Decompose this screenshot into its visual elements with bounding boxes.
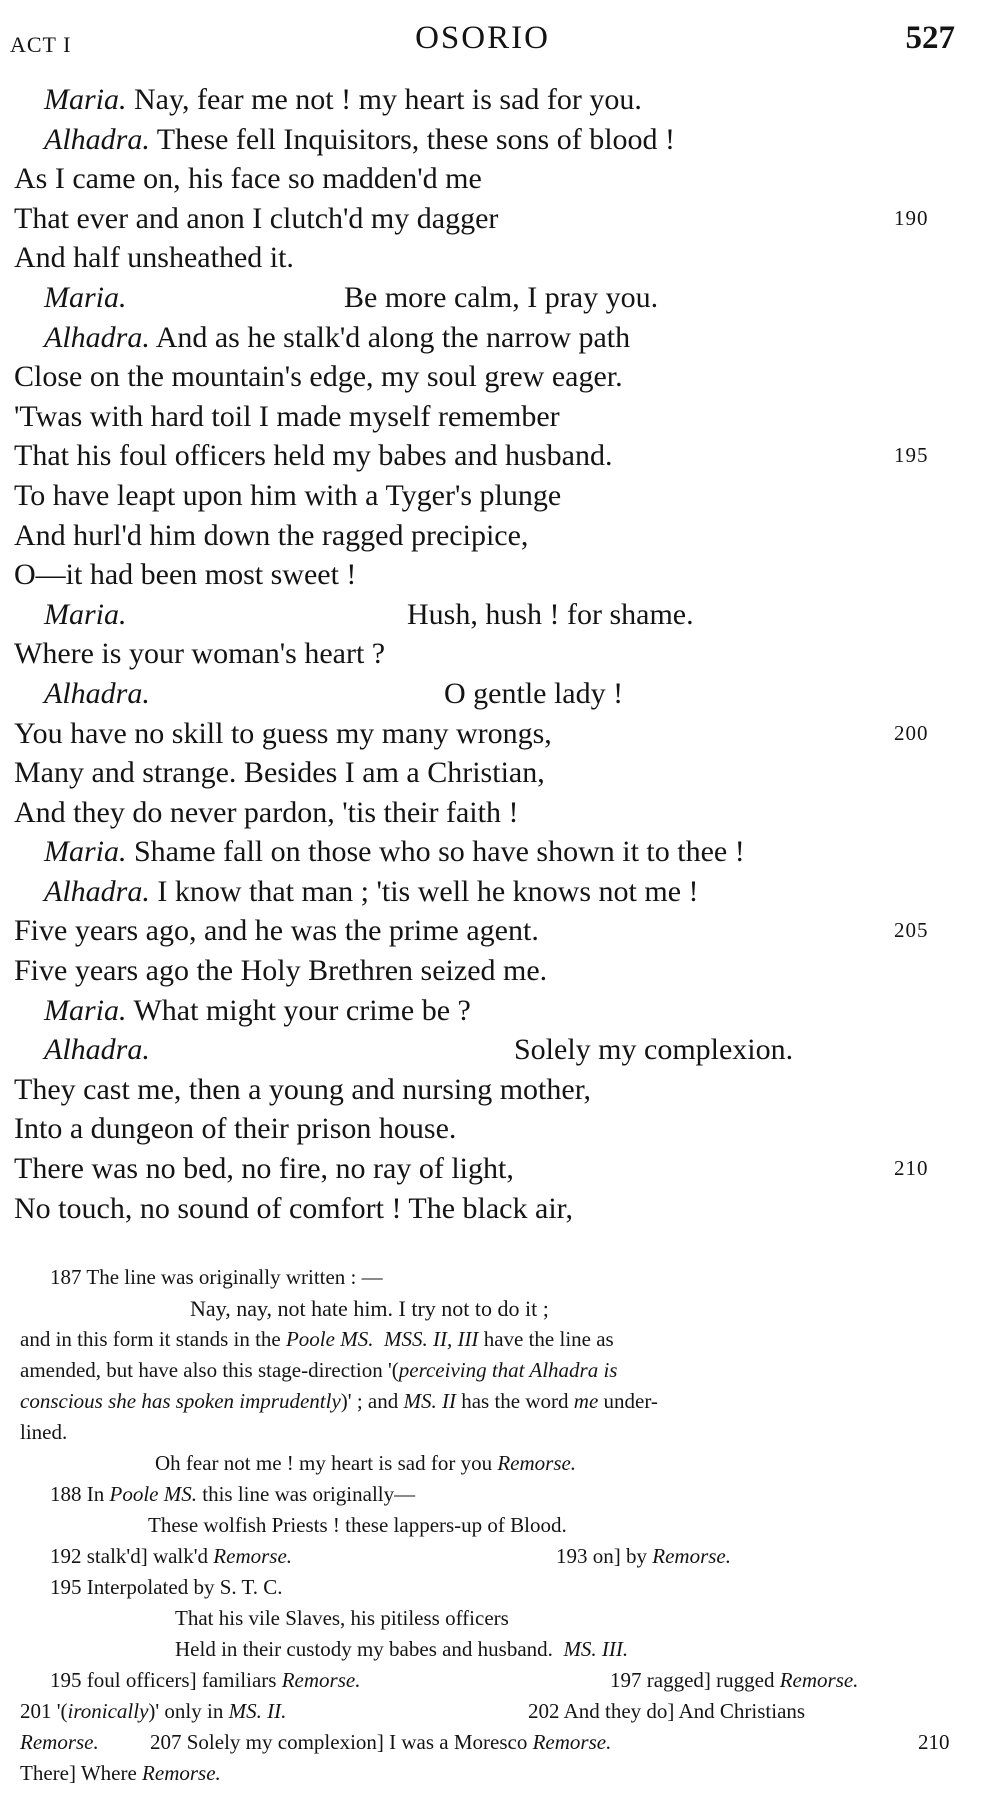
verse-line	[14, 1189, 964, 1229]
verse-text: Five years ago the Holy Brethren seized me.	[14, 954, 548, 988]
footnote-202-207: Remorse. 207 Solely my complexion] I was a Moresco Remorse. 210	[20, 1730, 950, 1754]
speech-line	[14, 872, 964, 912]
footnotes	[20, 1262, 960, 1789]
verse-text: And they do never pardon, 'tis their faith !	[14, 795, 519, 829]
verse-text: What might your crime be ?	[126, 993, 471, 1027]
footnote-text: conscious she has spoken imprudently)' ; and MS. II has the word me under-	[20, 1389, 658, 1413]
verse-line	[14, 397, 964, 437]
verse-text: To have leapt upon him with a Tyger's plunge	[14, 478, 562, 512]
verse-text: These fell Inquisitors, these sons of blood !	[149, 122, 676, 156]
verse-text: Where is your woman's heart ?	[14, 637, 386, 671]
verse-text: There was no bed, no fire, no ray of light,	[14, 1152, 514, 1186]
verse-text: Many and strange. Besides I am a Christian,	[14, 756, 545, 790]
footnote-text: lined.	[20, 1420, 68, 1444]
verse-line	[14, 951, 964, 991]
footnote-quote: These wolfish Priests ! these lappers-up of Blood.	[148, 1513, 567, 1537]
verse-text: Five years ago, and he was the prime agent.	[14, 914, 539, 948]
verse-line	[14, 714, 964, 754]
line-number: 210	[894, 1156, 929, 1181]
verse-text: Solely my complexion.	[514, 1033, 794, 1067]
verse-text: O—it had been most sweet !	[14, 558, 357, 592]
speaker-name: Maria.	[44, 835, 127, 869]
verse-line	[14, 1109, 964, 1149]
line-number: 190	[894, 205, 929, 230]
speaker-name: Alhadra.	[44, 122, 150, 156]
verse-line	[14, 911, 964, 951]
line-number: 200	[894, 720, 929, 745]
footnote-201-202: 201 '(ironically)' only in MS. II. 202 And they do] And Christians	[20, 1699, 806, 1723]
speech-line	[14, 318, 964, 358]
speech-line	[14, 278, 964, 318]
verse-text: You have no skill to guess my many wrongs,	[14, 716, 552, 750]
speech-line	[14, 120, 964, 160]
act-label: ACT I	[10, 32, 72, 57]
verse-text: Nay, fear me not ! my heart is sad for you.	[126, 83, 642, 116]
verse-text: Into a dungeon of their prison house.	[14, 1112, 457, 1146]
speech-line	[14, 595, 964, 635]
verse-text: That ever and anon I clutch'd my dagger	[14, 201, 499, 235]
verse-text: O gentle lady !	[444, 676, 624, 710]
verse-line	[14, 436, 964, 476]
footnote-192-193: 192 stalk'd] walk'd Remorse. 193 on] by Remorse.	[50, 1544, 731, 1568]
line-number: 195	[894, 443, 929, 468]
verse-line	[14, 1149, 964, 1189]
verse-text: Hush, hush ! for shame.	[407, 597, 694, 631]
verse-text: And half unsheathed it.	[14, 241, 294, 275]
footnote-195-197: 195 foul officers] familiars Remorse. 197 ragged] rugged Remorse.	[50, 1668, 859, 1692]
footnote-188: 188 In Poole MS. this line was originally—	[50, 1482, 416, 1506]
speech-line	[14, 674, 964, 714]
speaker-name: Maria.	[44, 993, 127, 1027]
page-title: OSORIO	[415, 20, 550, 56]
footnote-text: and in this form it stands in the Poole MS. MSS. II, III have the line as	[20, 1327, 614, 1351]
speech-line	[14, 1030, 964, 1070]
footnote-text: amended, but have also this stage-direction '(perceiving that Alhadra is	[20, 1358, 618, 1382]
footnote-quote: Held in their custody my babes and husband. MS. III.	[175, 1637, 629, 1661]
verse-block	[14, 80, 964, 1228]
speech-line	[14, 832, 964, 872]
speech-line	[14, 80, 964, 120]
verse-text: Be more calm, I pray you.	[344, 280, 659, 314]
verse-text: No touch, no sound of comfort ! The black air,	[14, 1191, 573, 1225]
speech-line	[14, 991, 964, 1031]
verse-line	[14, 1070, 964, 1110]
speaker-name: Alhadra.	[44, 676, 150, 710]
verse-line	[14, 753, 964, 793]
verse-line	[14, 555, 964, 595]
footnote-quote: That his vile Slaves, his pitiless officers	[175, 1606, 509, 1630]
verse-line	[14, 238, 964, 278]
line-number: 205	[894, 918, 929, 943]
verse-line	[14, 516, 964, 556]
verse-text: And hurl'd him down the ragged precipice,	[14, 518, 529, 552]
speaker-name: Alhadra.	[44, 874, 150, 908]
verse-text: Shame fall on those who so have shown it to thee !	[126, 835, 745, 869]
verse-text: They cast me, then a young and nursing mother,	[14, 1072, 591, 1106]
footnote-187: 187 The line was originally written : —	[50, 1265, 383, 1289]
verse-text: And as he stalk'd along the narrow path	[149, 320, 631, 354]
speaker-name: Alhadra.	[44, 320, 150, 354]
speaker-name: Alhadra.	[44, 1033, 150, 1067]
speaker-name: Maria.	[44, 597, 127, 631]
verse-text: I know that man ; 'tis well he knows not me !	[149, 874, 699, 908]
verse-text: Close on the mountain's edge, my soul grew eager.	[14, 360, 623, 394]
running-header	[10, 18, 955, 64]
verse-line	[14, 793, 964, 833]
verse-line	[14, 476, 964, 516]
footnote-quote: Oh fear not me ! my heart is sad for you Remorse.	[155, 1451, 577, 1475]
footnote-quote: Nay, nay, not hate him. I try not to do it ;	[190, 1296, 549, 1321]
footnote-195: 195 Interpolated by S. T. C.	[50, 1575, 283, 1599]
verse-text: As I came on, his face so madden'd me	[14, 162, 482, 196]
verse-line	[14, 634, 964, 674]
footnote-210: There] Where Remorse.	[20, 1761, 221, 1785]
verse-line	[14, 357, 964, 397]
page-number: 527	[905, 20, 955, 56]
verse-line	[14, 199, 964, 239]
verse-text: 'Twas with hard toil I made myself remember	[14, 399, 560, 433]
speaker-name: Maria.	[44, 280, 127, 314]
verse-text: That his foul officers held my babes and husband.	[14, 439, 613, 473]
speaker-name: Maria.	[44, 83, 127, 116]
verse-line	[14, 159, 964, 199]
